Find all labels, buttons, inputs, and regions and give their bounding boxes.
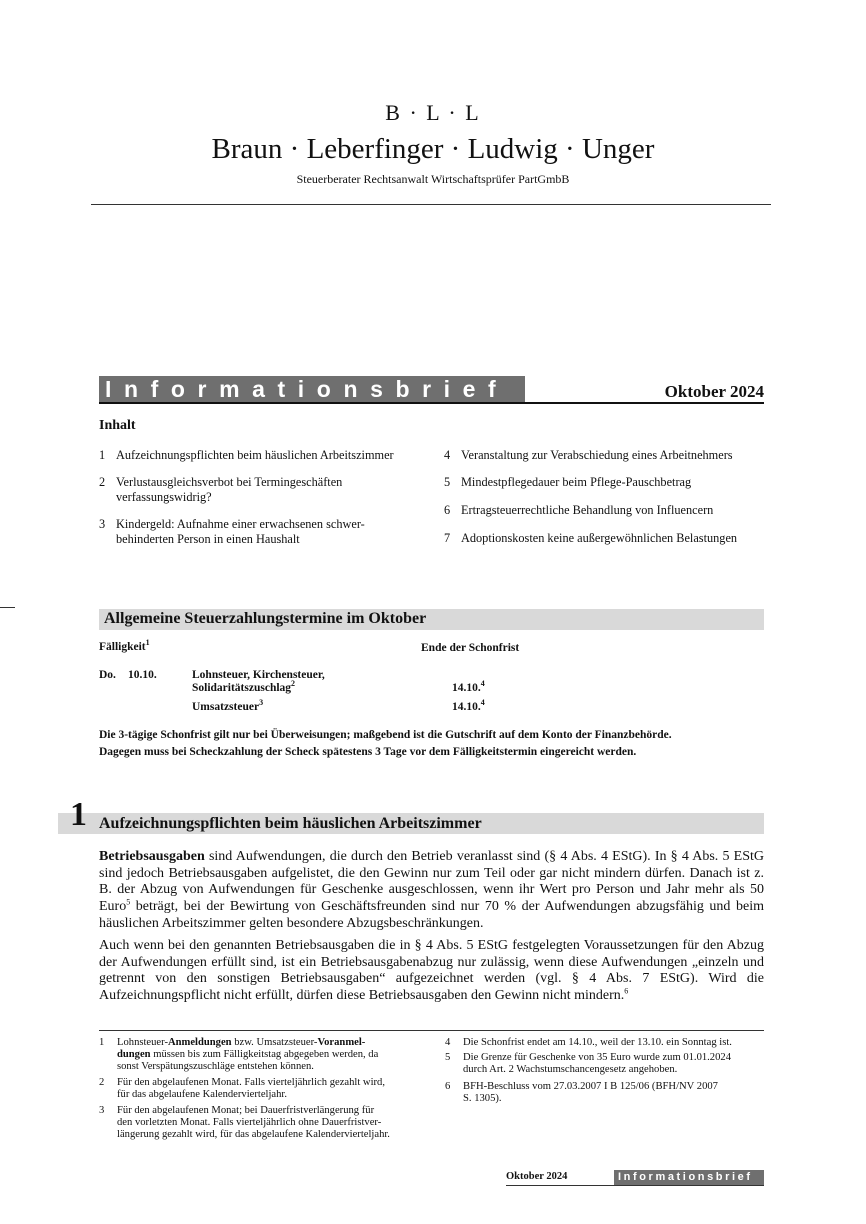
toc-item-3[interactable]: 3 Kindergeld: Aufnahme einer erwachsenen schwer- behinderten Person in einen Haushalt xyxy=(99,517,365,546)
letterhead-divider xyxy=(91,204,771,205)
firm-name: Braun · Leberfinger · Ludwig · Unger xyxy=(211,133,655,165)
toc-item-4[interactable]: 4 Veranstaltung zur Verabschiedung eines Arbeitnehmers xyxy=(444,448,733,462)
footer-month: Oktober 2024 xyxy=(506,1171,568,1182)
toc-item-5[interactable]: 5 Mindestpflegedauer beim Pflege-Pauschbetrag xyxy=(444,475,692,489)
footer-brand: Informationsbrief xyxy=(614,1170,764,1185)
newsletter-title: Informationsbrief xyxy=(99,376,525,403)
firm-initials: B · L · L xyxy=(385,100,481,125)
masthead-rule xyxy=(99,402,764,404)
toc-item-6[interactable]: 6 Ertragsteuerrechtliche Behandlung von Influencern xyxy=(444,503,714,517)
footnote-divider xyxy=(99,1030,764,1031)
article-1-paragraph-1: Betriebsausgaben sind Aufwendungen, die durch den Betrieb veranlasst sind (§ 4 Abs. 4 EStG). In § 4 Abs. 5 EStG sind jedoch Betriebsausgaben aufgelistet, die den Gewinn nur zum Teil oder gar nicht mindern dürfen. Danach ist z. B. der Abzug von Aufwendungen für Geschenke ausgeschlossen, wenn ihr Wert pro Person und Jahr mehr als 50 Euro$^5$ beträgt, bei der Bewirtung von Geschäftsfreunden sind nur 70 % der Aufwendungen abzugsfähig und beim häuslichen Arbeitszimmer gelten besondere Abzugsbeschränkungen. xyxy=(99,849,764,931)
fold-mark xyxy=(0,607,15,608)
toc-item-2[interactable]: 2 Verlustausgleichsverbot bei Termingeschäften verfassungswidrig? xyxy=(99,475,343,504)
footer-rule xyxy=(506,1185,764,1186)
footnote-5: 5 Die Grenze für Geschenke von 35 Euro wurde zum 01.01.2024 durch Art. 2 Wachstumschancengesetz angehoben. xyxy=(445,1052,731,1075)
grace-period-note-line1: Die 3-tägige Schonfrist gilt nur bei Überweisungen; maßgebend ist die Gutschrift auf dem Konto der Finanzbehörde. xyxy=(99,729,672,741)
toc-item-7[interactable]: 7 Adoptionskosten keine außergewöhnlichen Belastungen xyxy=(444,531,738,545)
due-weekday: Do. xyxy=(99,669,116,681)
grace-period-note-line2: Dagegen muss bei Scheckzahlung der Scheck spätestens 3 Tage vor dem Fälligkeitstermin eingereicht werden. xyxy=(99,746,637,758)
firm-subtitle: Steuerberater Rechtsanwalt Wirtschaftsprüfer PartGmbB xyxy=(296,172,570,186)
grace-period-column-header: Ende der Schonfrist xyxy=(421,642,520,654)
due-date-column-header: Fälligkeit$^1$ xyxy=(99,638,150,653)
wage-tax-grace-end: 14.10.$^4$ xyxy=(452,679,485,694)
toc-item-1[interactable]: 1 Aufzeichnungspflichten beim häuslichen Arbeitszimmer xyxy=(99,448,394,462)
tax-dates-title: Allgemeine Steuerzahlungstermine im Oktober xyxy=(104,610,427,627)
footnote-4: 4 Die Schonfrist endet am 14.10., weil der 13.10. ein Sonntag ist. xyxy=(445,1037,732,1048)
footnote-1: 1 Lohnsteuer-Anmeldungen bzw. Umsatzsteuer-Voranmel- dungen müssen bis zum Fälligkeitstag abgegeben werden, da sonst Verspätungszuschläge entstehen können. xyxy=(99,1037,379,1072)
article-1-paragraph-2: Auch wenn bei den genannten Betriebsausgaben die in § 4 Abs. 5 EStG festgelegten Voraussetzungen für den Abzug der Aufwendungen erfüllt sind, ist ein Betriebsausgabenabzug nur zulässig, wenn diese Aufwendungen „einzeln und getrennt von den sonstigen Betriebsausgaben“ aufgezeichnet werden (vgl. § 4 Abs. 7 EStG). Wird die Aufzeichnungspflicht nicht erfüllt, dürfen diese Betriebsausgaben den Gewinn nicht mindern.$^6$ xyxy=(99,938,764,1004)
footnote-2: 2 Für den abgelaufenen Monat. Falls vierteljährlich gezahlt wird, für das abgelaufene Kalendervierteljahr. xyxy=(99,1077,385,1100)
tax-item-vat: Umsatzsteuer$^3$ xyxy=(192,698,264,713)
vat-grace-end: 14.10.$^4$ xyxy=(452,698,485,713)
footnote-6: 6 BFH-Beschluss vom 27.03.2007 I B 125/06 (BFH/NV 2007 S. 1305). xyxy=(445,1081,718,1104)
due-date: 10.10. xyxy=(128,669,157,681)
tax-item-wage-tax: Lohnsteuer, Kirchensteuer, Solidaritätszuschlag$^2$ xyxy=(192,669,325,694)
article-1-title: Aufzeichnungspflichten beim häuslichen Arbeitszimmer xyxy=(99,815,482,832)
toc-heading: Inhalt xyxy=(99,418,136,433)
article-1-number: 1 xyxy=(70,796,87,833)
issue-month: Oktober 2024 xyxy=(664,382,764,401)
footnote-3: 3 Für den abgelaufenen Monat; bei Dauerfristverlängerung für den vorletzten Monat. Falls vierteljährlich ohne Dauerfristver- längerung gezahlt wird, für das abgelaufene Kalendervierteljahr. xyxy=(99,1105,390,1140)
